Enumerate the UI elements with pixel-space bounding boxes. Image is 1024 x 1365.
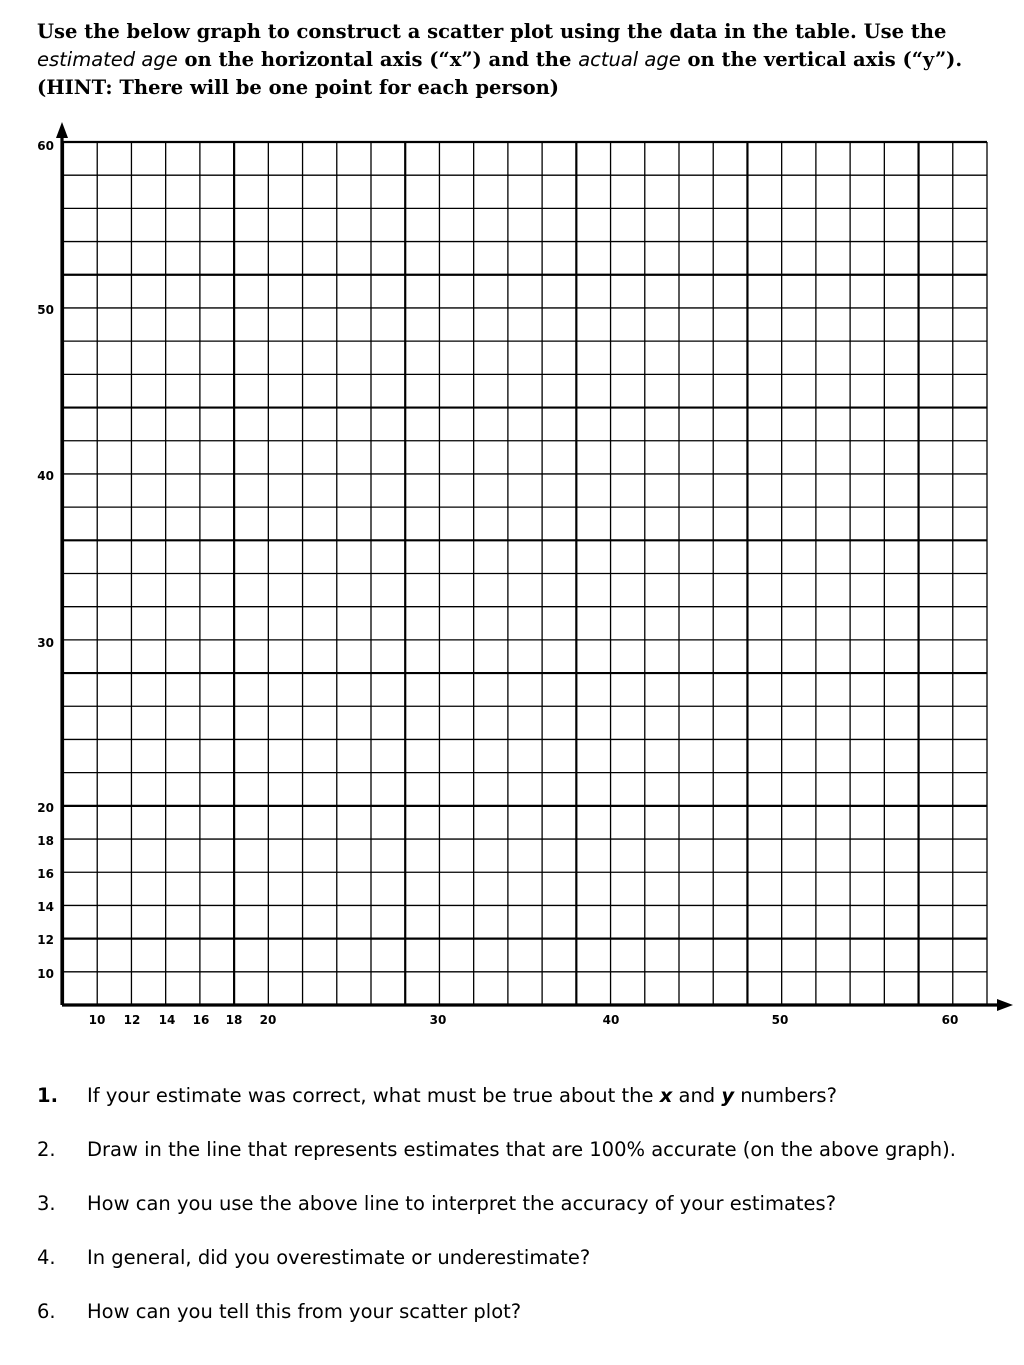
question-text: How can you tell this from your scatter plot? (87, 1300, 522, 1323)
x-tick-label: 40 (602, 1013, 620, 1027)
question-text: How can you use the above line to interpret the accuracy of your estimates? (87, 1192, 837, 1215)
x-tick-label: 60 (941, 1013, 959, 1027)
question-4 (37, 1244, 997, 1271)
question-number: 1. (37, 1084, 58, 1107)
hint: (HINT: There will be one point for each person) (37, 76, 560, 99)
y-tick-label: 18 (37, 834, 54, 848)
y-tick-label: 50 (37, 303, 54, 317)
y-tick-label: 60 (37, 139, 54, 153)
x-term: estimated age (37, 48, 178, 71)
y-tick-label: 10 (37, 967, 54, 981)
y-tick-label: 16 (37, 867, 54, 881)
question-1 (37, 1082, 997, 1109)
question-2 (37, 1136, 997, 1163)
x-tick-label: 10 (88, 1013, 106, 1027)
x-tick-label: 16 (192, 1013, 210, 1027)
y-tick-labels (37, 139, 54, 981)
question-text: In general, did you overestimate or underestimate? (87, 1246, 591, 1269)
question-number: 6. (37, 1300, 56, 1323)
question-text: Draw in the line that represents estimates that are 100% accurate (on the above graph). (87, 1138, 956, 1161)
y-tick-label: 40 (37, 469, 54, 483)
x-tick-label: 18 (225, 1013, 243, 1027)
question-number: 2. (37, 1138, 56, 1161)
y-tick-label: 14 (37, 900, 54, 914)
question-text: If your estimate was correct, what must be true about the x and y numbers? (87, 1084, 837, 1107)
question-6 (37, 1298, 997, 1325)
x-tick-labels (89, 1013, 959, 1027)
questions (37, 1082, 997, 1325)
instructions-line2b: on the vertical axis (“y”). (680, 48, 963, 71)
y-tick-label: 30 (37, 636, 54, 650)
x-tick-label: 14 (158, 1013, 176, 1027)
x-tick-label: 30 (429, 1013, 447, 1027)
question-number: 4. (37, 1246, 56, 1269)
instructions-line1: Use the below graph to construct a scatter plot using the data in the table. Use the (37, 20, 947, 43)
x-tick-label: 50 (771, 1013, 789, 1027)
y-tick-label: 12 (37, 933, 54, 947)
question-3 (37, 1190, 997, 1217)
y-axis-arrow (56, 122, 68, 138)
x-tick-label: 12 (123, 1013, 141, 1027)
x-tick-label: 20 (259, 1013, 277, 1027)
instructions-line2a: on the horizontal axis (“x”) and the (177, 48, 579, 71)
y-tick-label: 20 (37, 801, 54, 815)
grid-lines (63, 142, 987, 1005)
question-number: 3. (37, 1192, 56, 1215)
x-axis-arrow (997, 999, 1013, 1011)
y-term: actual age (578, 48, 681, 71)
